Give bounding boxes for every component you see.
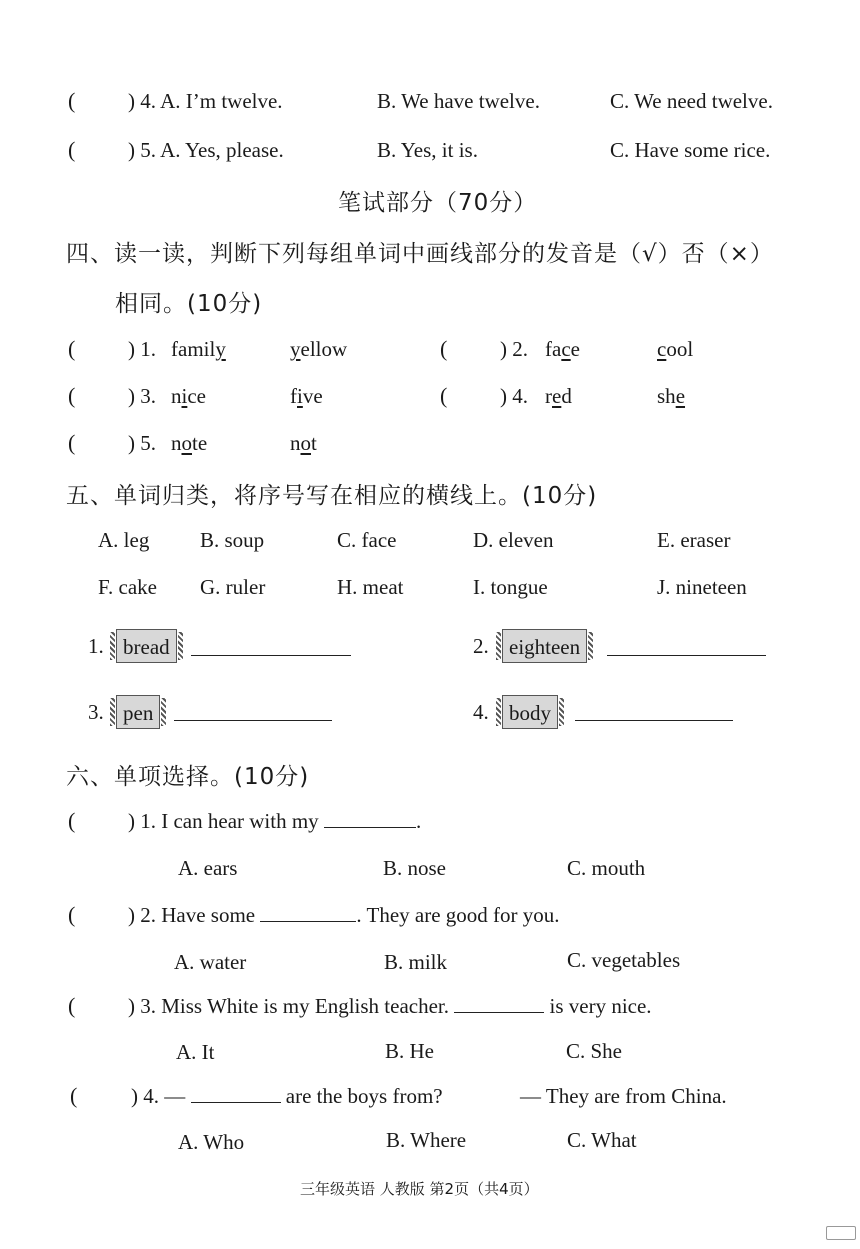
s4-item3-word1: nice — [171, 384, 206, 408]
s6-q4-reply: — They are from China. — [520, 1084, 727, 1108]
s6-q3-option-a: A. It — [176, 1040, 215, 1064]
listening-q4-a: ) 4. A. I’m twelve. — [128, 89, 283, 113]
word-option: G. ruler — [200, 575, 266, 599]
s6-q4-option-c: C. What — [567, 1128, 637, 1152]
page-footer: 三年级英语 人教版 第2页（共4页） — [300, 1180, 539, 1198]
answer-paren[interactable]: ( — [440, 336, 448, 361]
s6-q4-option-a: A. Who — [178, 1130, 245, 1154]
answer-paren[interactable]: ( — [68, 336, 76, 361]
answer-paren[interactable]: ( — [68, 808, 76, 833]
section5-title: 五、单词归类，将序号写在相应的横线上。(10分) — [66, 483, 598, 509]
s4-item5-num: ) 5. — [128, 431, 156, 455]
s4-item1-word1: family — [171, 337, 226, 361]
s6-q1-option-c: C. mouth — [567, 856, 646, 880]
fill-blank[interactable] — [191, 1084, 281, 1103]
fill-blank[interactable] — [324, 809, 416, 828]
answer-paren[interactable]: ( — [70, 1083, 78, 1108]
s4-item2-word2: cool — [657, 337, 694, 361]
answer-paren[interactable]: ( — [68, 902, 76, 927]
category-label-stamp: bread — [116, 629, 177, 663]
fill-blank[interactable] — [260, 903, 356, 922]
category-number: 1. — [88, 634, 104, 658]
s4-item4-num: ) 4. — [500, 384, 528, 408]
word-option: D. eleven — [473, 528, 554, 552]
word-option: H. meat — [337, 575, 404, 599]
answer-paren[interactable]: ( — [68, 383, 76, 408]
s6-q3-option-b: B. He — [385, 1039, 434, 1063]
s4-item1-word2: yellow — [290, 337, 348, 361]
s6-q2-option-a: A. water — [174, 950, 247, 974]
word-option: E. eraser — [657, 528, 731, 552]
word-option: F. cake — [98, 575, 157, 599]
s6-q2-stem: ) 2. Have some . They are good for you. — [128, 903, 560, 927]
answer-paren[interactable]: ( — [68, 137, 76, 162]
listening-q4-b: B. We have twelve. — [377, 89, 540, 113]
answer-paren[interactable]: ( — [440, 383, 448, 408]
category-label-stamp: pen — [116, 695, 160, 729]
s6-q2-option-c: C. vegetables — [567, 948, 681, 972]
s4-item3-num: ) 3. — [128, 384, 156, 408]
section4-title: 四、读一读，判断下列每组单词中画线部分的发音是（√）否（×） — [66, 241, 774, 267]
answer-paren[interactable]: ( — [68, 88, 76, 113]
s4-item4-word1: red — [545, 384, 572, 408]
s6-q1-option-a: A. ears — [178, 856, 238, 880]
category-answer-line[interactable] — [607, 655, 766, 656]
category-answer-line[interactable] — [575, 720, 733, 721]
s6-q3-option-c: C. She — [566, 1039, 623, 1063]
section6-title: 六、单项选择。(10分) — [66, 764, 310, 790]
word-option: B. soup — [200, 528, 265, 552]
answer-paren[interactable]: ( — [68, 993, 76, 1018]
listening-q5-b: B. Yes, it is. — [377, 138, 478, 162]
s6-q4-option-b: B. Where — [386, 1128, 467, 1152]
category-label-stamp: body — [502, 695, 558, 729]
s4-item2-num: ) 2. — [500, 337, 528, 361]
word-option: I. tongue — [473, 575, 548, 599]
category-number: 3. — [88, 700, 104, 724]
s4-item4-word2: she — [657, 384, 686, 408]
s6-q2-option-b: B. milk — [384, 950, 448, 974]
listening-q5-c: C. Have some rice. — [610, 138, 771, 162]
listening-q4-c: C. We need twelve. — [610, 89, 773, 113]
category-answer-line[interactable] — [174, 720, 332, 721]
s4-item3-word2: five — [290, 384, 323, 408]
answer-paren[interactable]: ( — [68, 430, 76, 455]
s6-q1-option-b: B. nose — [383, 856, 446, 880]
category-number: 4. — [473, 700, 489, 724]
s6-q3-stem: ) 3. Miss White is my English teacher. is very nice. — [128, 994, 652, 1018]
word-option: A. leg — [98, 528, 150, 552]
word-option: C. face — [337, 528, 397, 552]
s4-item2-word1: face — [545, 337, 580, 361]
word-option: J. nineteen — [657, 575, 747, 599]
s4-item5-word2: not — [290, 431, 317, 455]
written-part-header: 笔试部分（70分） — [338, 190, 538, 216]
s6-q1-stem: ) 1. I can hear with my . — [128, 809, 422, 833]
listening-q5-a: ) 5. A. Yes, please. — [128, 138, 284, 162]
s6-q4-stem: ) 4. — are the boys from? — [131, 1084, 443, 1108]
section4-title-cont: 相同。(10分) — [115, 291, 263, 317]
category-answer-line[interactable] — [191, 655, 351, 656]
watermark-logo-icon — [826, 1226, 856, 1240]
s4-item1-num: ) 1. — [128, 337, 156, 361]
fill-blank[interactable] — [454, 994, 544, 1013]
category-number: 2. — [473, 634, 489, 658]
category-label-stamp: eighteen — [502, 629, 587, 663]
s4-item5-word1: note — [171, 431, 208, 455]
